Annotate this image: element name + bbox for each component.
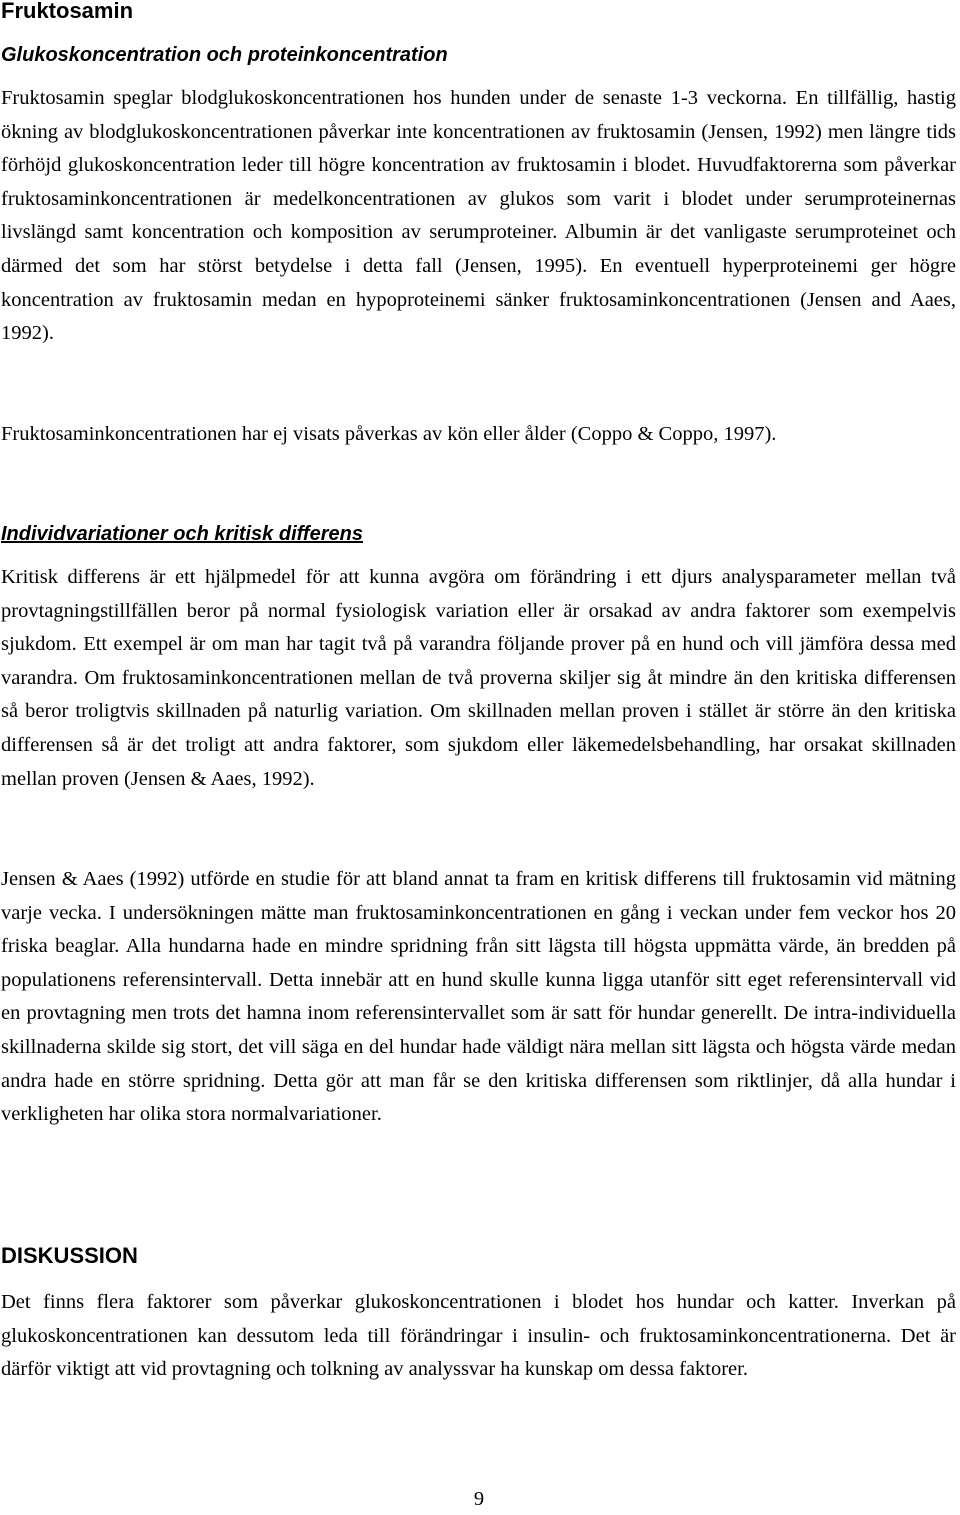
paragraph-kon-alder: Fruktosaminkoncentrationen har ej visats påverkas av kön eller ålder (Coppo & Coppo, 1997). [1,423,777,445]
subsection-title-glukos: Glukoskoncentration och proteinkoncentration [1,44,448,66]
section-title-diskussion: DISKUSSION [1,1243,138,1268]
paragraph-kritisk-differens: Kritisk differens är ett hjälpmedel för att kunna avgöra om förändring i ett djurs analysparameter mellan två provtagningstillfällen beror på normal fysiologisk variation eller är orsakad av andra faktorer som exempelvis sjukdom. Ett exempel är om man har tagit två på varandra följande prover på en hund och vill jämföra dessa med varandra. Om fruktosaminkoncentrationen mellan de två proverna skiljer sig åt mindre än den kritiska differensen så beror troligtvis skillnaden på naturlig variation. Om skillnaden mellan proven i stället är större än den kritiska differensen så är det troligt att andra faktorer, som sjukdom eller läkemedelsbehandling, har orsakat skillnaden mellan proven (Jensen & Aaes, 1992). [1,566,956,790]
subsection-title-individvariationer: Individvariationer och kritisk differens [1,523,363,545]
paragraph-fruktosamin: Fruktosamin speglar blodglukoskoncentrationen hos hunden under de senaste 1-3 veckorna. En tillfällig, hastig ökning av blodglukoskoncentrationen påverkar inte koncentrationen av fruktosamin (Jensen, 1992) men längre tids förhöjd glukoskoncentration leder till högre koncentration av fruktosamin i blodet. Huvudfaktorerna som påverkar fruktosaminkoncentrationen är medelkoncentrationen av glukos som varit i blodet under serumproteinernas livslängd samt koncentration och komposition av serumproteiner. Albumin är det vanligaste serumproteinet och därmed det som har störst betydelse i detta fall (Jensen, 1995). En eventuell hyperproteinemi ger högre koncentration av fruktosamin medan en hypoproteinemi sänker fruktosaminkoncentrationen (Jensen and Aaes, 1992). [1,87,956,345]
paragraph-jensen-aaes-studie: Jensen & Aaes (1992) utförde en studie för att bland annat ta fram en kritisk differens till fruktosamin vid mätning varje vecka. I undersökningen mätte man fruktosaminkoncentrationen en gång i veckan under fem veckor hos 20 friska beaglar. Alla hundarna hade en mindre spridning från sitt lägsta till högsta uppmätta värde, än bredden på populationens referensintervall. Detta innebär att en hund skulle kunna ligga utanför sitt eget referensintervall vid en provtagning men trots det hamna inom referensintervallet som är satt för hundar generellt. De intra-individuella skillnaderna skilde sig stort, det vill säga en del hundar hade väldigt nära mellan sitt lägsta och högsta värde medan andra hade en större spridning. Detta gör att man får se den kritiska differensen som riktlinjer, då alla hundar i verkligheten har olika stora normalvariationer. [1,868,956,1126]
section-title: Fruktosamin [1,0,134,23]
paragraph-diskussion: Det finns flera faktorer som påverkar glukoskoncentrationen i blodet hos hundar och katter. Inverkan på glukoskoncentrationen kan dessutom leda till förändringar i insulin- och fruktosaminkoncentrationerna. Det är därför viktigt att vid provtagning och tolkning av analyssvar ha kunskap om dessa faktorer. [1,1291,956,1381]
page-number: 9 [473,1488,485,1510]
